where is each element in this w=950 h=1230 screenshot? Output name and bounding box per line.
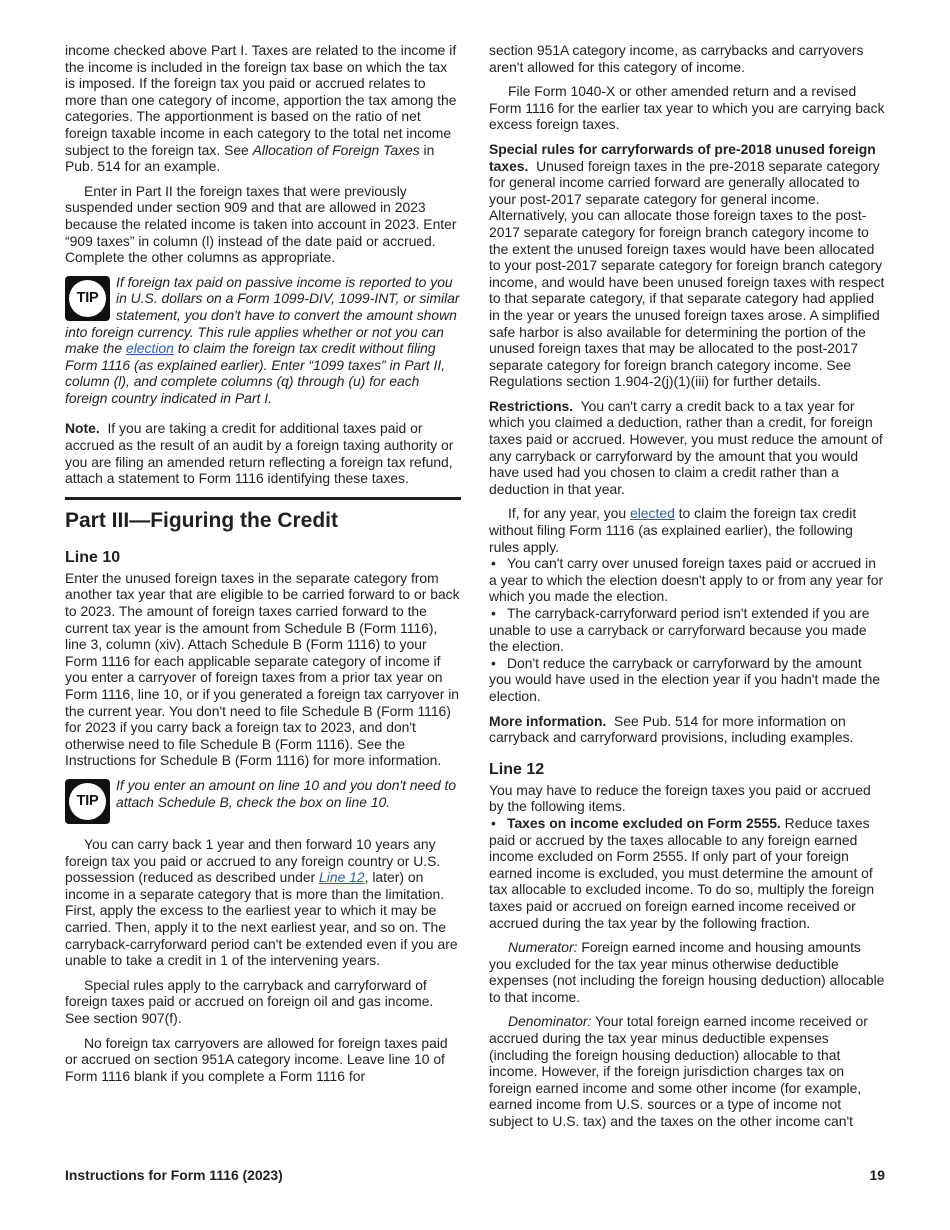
page-number: 19 bbox=[869, 1167, 885, 1183]
allocation-paragraph: income checked above Part I. Taxes are related to the income if the income is included in the foreign tax base on which the tax is imposed. If the foreign tax you paid or accrued relates to more than one category of income, apportion the tax among the categories. The apportionment is based on the ratio of net foreign taxable income in each category to the total net income subject to the foreign tax. See Allocation of Foreign Taxes in Pub. 514 for an example. bbox=[65, 42, 457, 175]
line-10-paragraph: Enter the unused foreign taxes in the separate category from another tax year that are eligible to be carried forward to or back to 2023. The amount of foreign taxes carried forward to the current tax year is the amount from Schedule B (Form 1116), line 3, column (xiv). Attach Schedule B (Form 1116) to your Form 1116 for each applicable separate category of income if you enter a carryover of foreign taxes from a prior tax year on Form 1116, line 10, or if you generated a foreign tax carryover in the current year. You don't need to file Schedule B (Form 1116) for 2023 if you carry back a foreign tax to 2023, and don't otherwise need to file Schedule B (Form 1116). See the Instructions for Schedule B (Form 1116) for more information. bbox=[65, 569, 460, 769]
numerator-paragraph: Numerator: Foreign earned income and housing amounts you excluded for the tax year minus otherwise deductible expenses (not including the foreign housing deduction) allocable to that income. bbox=[489, 939, 885, 1005]
more-information-paragraph: More information. See Pub. 514 for more information on carryback and carryforward provisions, including examples. bbox=[489, 712, 854, 746]
denominator-paragraph: Denominator: Your total foreign earned income received or accrued during the tax year minus deductible expenses (including the foreign housing deduction) allocable to that income. However, if the foreign jurisdiction charges tax on foreign earned income and some other income (for example, earned income from U.S. sources or a type of income not subject to U.S. tax) and the taxes on the other income can't bbox=[489, 1013, 868, 1130]
right-column bbox=[489, 42, 885, 1138]
list-item: • The carryback-carryforward period isn't extended if you are unable to use a carryback or carryforward because you made the election. bbox=[489, 605, 870, 655]
list-item: • You can't carry over unused foreign taxes paid or accrued in a year to which the election doesn't apply to or from any year for which you made the election. bbox=[489, 555, 884, 605]
left-column bbox=[65, 42, 461, 1092]
line-10-heading: Line 10 bbox=[65, 548, 121, 566]
elected-link[interactable]: elected bbox=[630, 505, 675, 522]
carryback-paragraph: You can carry back 1 year and then forward 10 years any foreign tax you paid or accrued to any foreign country or U.S. possession (reduced as described under Line 12, later) on income in a separate category that is more than the limitation. First, apply the excess to the earliest year to which it may be carried. Then, apply it to the next earliest year, and so on. The carryback-carryforward period can't be extended even if you are unable to take a credit in 1 of the intervening years. bbox=[65, 835, 458, 969]
pre-2018-paragraph: Special rules for carryforwards of pre-2018 unused foreign taxes. Unused foreign taxes in the pre-2018 separate category for general income carried forward are generally allocated to your post-2017 separate category for general income. Alternatively, you can allocate those foreign taxes to the post-2017 separate category for foreign branch category income to the extent the unused foreign taxes would have been allocated to your post-2017 separate category for foreign branch category income, and would have been unused foreign taxes with respect to that separate category, if that separate category had applied in the year or years the unused foreign taxes arose. A simplified safe harbor is also available for determining the portion of the unused foreign taxes that may be allocated to the post-2017 separate category for foreign branch category income. See Regulations section 1.904-2(j)(1)(iii) for further details. bbox=[489, 140, 885, 390]
election-link[interactable]: election bbox=[126, 340, 174, 357]
part-iii-heading: Part III—Figuring the Credit bbox=[65, 508, 339, 532]
election-paragraph: If, for any year, you elected to claim the foreign tax credit without filing Form 1116 (as explained earlier), the following rules apply. bbox=[489, 505, 857, 555]
footer-title: Instructions for Form 1116 (2023) bbox=[65, 1167, 283, 1183]
line-12-heading: Line 12 bbox=[489, 760, 545, 778]
tip-box-1099: TIP If foreign tax paid on passive income is reported to you in U.S. dollars on a Form 1099-DIV, 1099-INT, or similar statement, you don't have to convert the amount shown into foreign currency. This rule applies whether or not you can make the election to claim the foreign tax credit without filing Form 1116 (as explained earlier). Enter “1099 taxes” in Part II, column (l), and complete columns (q) through (u) for each foreign country indicated in Part I. bbox=[65, 273, 460, 406]
election-rules-list bbox=[489, 555, 885, 704]
oil-gas-paragraph: Special rules apply to the carryback and carryforward of foreign taxes paid or accrued on foreign oil and gas income. See section 907(f). bbox=[65, 976, 434, 1026]
line-12-link[interactable]: Line 12 bbox=[319, 869, 365, 886]
list-item: • Don't reduce the carryback or carryforward by the amount you would have used in the election year if you hadn't made the election. bbox=[489, 654, 881, 704]
tip-icon: TIP bbox=[65, 276, 110, 321]
section-909-paragraph: Enter in Part II the foreign taxes that were previously suspended under section 909 and that are allowed in 2023 because the related income is taken into account in 2023. Enter “909 taxes” in column (l) instead of the date paid or accrued. Complete the other columns as appropriate. bbox=[65, 182, 457, 266]
section-951a-continued: section 951A category income, as carrybacks and carryovers aren't allowed for this category of income. bbox=[489, 42, 864, 75]
tip-box-schedule-b: TIP If you enter an amount on line 10 and you don't need to attach Schedule B, check the box on line 10. bbox=[65, 777, 461, 824]
part-divider bbox=[65, 497, 461, 500]
amended-return-paragraph: File Form 1040-X or other amended return and a revised Form 1116 for the earlier tax year to which you are carrying back excess foreign taxes. bbox=[489, 83, 885, 133]
restrictions-paragraph: Restrictions. You can't carry a credit back to a tax year for which you claimed a deduction, rather than a credit, for foreign taxes paid or accrued. However, you must reduce the amount of any carryback or carryforward by the amount that you would have used had you chosen to claim a credit rather than a deduction in that year. bbox=[489, 397, 883, 497]
note-paragraph: Note. If you are taking a credit for additional taxes paid or accrued as the result of an audit by a foreign taxing authority or you are filing an amended return reflecting a foreign tax refund, attach a statement to Form 1116 identifying these taxes. bbox=[65, 420, 454, 487]
list-item: • Taxes on income excluded on Form 2555. Reduce taxes paid or accrued by the taxes allocable to any foreign earned income excluded on Form 2555. If only part of your foreign earned income is excluded, you must determine the amount of tax allocable to excluded income. To do so, multiply the foreign taxes paid or accrued on foreign earned income received or accrued during the tax year by the following fraction. bbox=[489, 814, 875, 931]
tip-icon: TIP bbox=[65, 779, 110, 824]
line-12-intro: You may have to reduce the foreign taxes you paid or accrued by the following items. bbox=[489, 781, 871, 815]
section-951a-paragraph: No foreign tax carryovers are allowed for foreign taxes paid or accrued on section 951A category income. Leave line 10 of Form 1116 blank if you complete a Form 1116 for bbox=[65, 1034, 448, 1084]
